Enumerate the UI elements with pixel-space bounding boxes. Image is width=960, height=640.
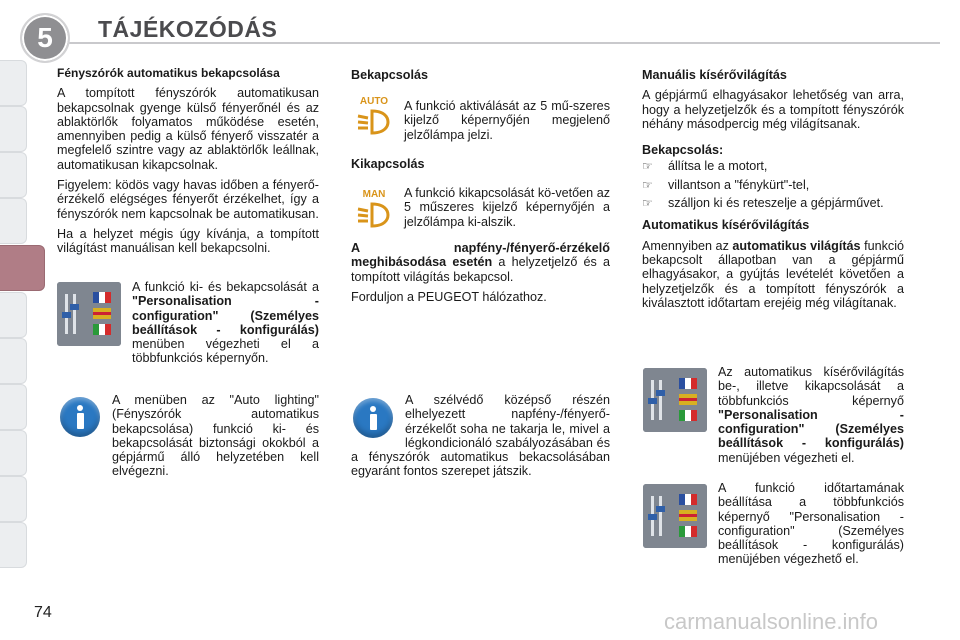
list-item: ☞ villantson a "fénykürt"-tel, <box>642 177 810 192</box>
auto-label: AUTO <box>359 96 389 107</box>
info-note: A menüben az "Auto lighting" (Fényszórók automatikus bekapcsolása) funkció ki- és bekapcsolását biztonsági okokból a gépjármű álló helyzetében kell elvégezni. <box>112 393 319 479</box>
section-heading: Kikapcsolás <box>351 157 425 171</box>
chapter-tab[interactable] <box>0 152 27 198</box>
menu-screen-thumbnail <box>643 368 707 432</box>
left-column <box>57 66 319 262</box>
list-item: ☞ szálljon ki és reteszelje a gépjárművet. <box>642 196 884 211</box>
menu-instruction: Az automatikus kísérővilágítás be-, illetve kikapcsolását a többfunkciós képernyő "Personalisation - configuration" (Személyes beállítások - konfigurálás) menüjében végezheti el. <box>718 365 904 465</box>
chapter-tab[interactable] <box>0 338 27 384</box>
fault-heading: A napfény-/fényerő-érzékelő meghibásodása esetén <box>351 241 610 270</box>
section-heading: Bekapcsolás <box>351 68 429 82</box>
menu-instruction <box>132 280 319 366</box>
pointing-hand-icon: ☞ <box>642 159 653 174</box>
chapter-tab[interactable] <box>0 292 27 338</box>
paragraph: Amennyiben az automatikus világítás funkció bekapcsolt állapotban van a gépjármű elhagyásakor, a gyújtás levételét követően a helyzetjelzők és a tompított fényszórók a kiválasztott időtartam erejéig még világítanak. <box>642 238 905 310</box>
settings-menu-icon <box>57 282 121 346</box>
dealer-note: Forduljon a PEUGEOT hálózathoz. <box>351 289 547 304</box>
chapter-number-badge: 5 <box>20 13 70 63</box>
chapter-tab-active[interactable] <box>0 245 45 291</box>
info-note: A szélvédő középső részén elhelyezett napfény-/fényerő-érzékelőt soha ne takarja le, mivel a légkondicionáló szabályozásában és a fényszórók automatikus bekacsolásában egyaránt fontos szerepet játszik. <box>351 393 610 479</box>
paragraph: A funkció kikapcsolását kö-vetően az 5 műszeres kijelző képernyőjén a jelzőlámpa ki-alszik. <box>404 186 610 229</box>
auto-headlamp-indicator-icon <box>354 97 394 137</box>
menu-name: "Personalisation - configuration" (Személyes beállítások - konfigurálás) <box>132 294 319 337</box>
info-note-middle <box>351 393 610 479</box>
menu-text: A funkció ki- és bekapcsolását a <box>132 280 319 294</box>
pointing-hand-icon: ☞ <box>642 177 653 192</box>
right-column <box>642 68 904 316</box>
chapter-tab[interactable] <box>0 430 27 476</box>
menu-text: menüben végezheti el a többfunkciós képernyőn. <box>132 337 319 366</box>
man-label: MAN <box>362 189 386 200</box>
paragraph: Ha a helyzet mégis úgy kívánja, a tompított világítást manuálisan kell bekapcsolni. <box>57 226 319 256</box>
chapter-tab[interactable] <box>0 106 27 152</box>
manual-headlamp-indicator-icon <box>354 190 394 230</box>
section-heading: Automatikus kísérővilágítás <box>642 218 810 233</box>
settings-menu-icon <box>643 484 707 548</box>
menu-screen-thumbnail <box>643 484 707 548</box>
pointing-hand-icon: ☞ <box>642 196 653 211</box>
paragraph: A tompított fényszórók automatikusan bekapcsolnak gyenge külső fényerőnél és az ablaktörlők folyamatos működése esetén, amennyiben pedig a külső fényerő visszatér a megfelelő szintre vagy az ablaktörlők leállnak, automatikusan kikapcsolnak. <box>57 86 319 172</box>
chapter-tab[interactable] <box>0 476 27 522</box>
menu-instruction: A funkció időtartamának beállítása a többfunkciós képernyő "Personalisation - configuration" (Személyes beállítások - konfigurálás) menüjében végezhető el. <box>718 481 904 567</box>
section-heading: Bekapcsolás: <box>642 143 724 158</box>
list-item: ☞ állítsa le a motort, <box>642 159 768 174</box>
fault-text: a helyzetjelző és a tompított világítás bekapcsol. <box>351 255 610 284</box>
watermark[interactable]: carmanualsonline.info <box>664 609 879 634</box>
menu-screen-thumbnail <box>57 282 121 346</box>
page-title: TÁJÉKOZÓDÁS <box>98 16 278 42</box>
chapter-tab[interactable] <box>0 198 27 244</box>
chapter-tab[interactable] <box>0 384 27 430</box>
chapter-tab[interactable] <box>0 522 27 568</box>
section-heading: Manuális kísérővilágítás <box>642 68 787 82</box>
paragraph: Figyelem: ködös vagy havas időben a fényerő-érzékelő elégséges fényerőt érzékelhet, így a fényszórók nem kapcsolnak be automatikusan. <box>57 178 319 221</box>
middle-body <box>351 241 610 310</box>
settings-menu-icon <box>643 368 707 432</box>
paragraph: A funkció aktiválását az 5 mű-szeres kijelző képernyőjén megjelenő jelzőlámpa jelzi. <box>404 99 610 142</box>
section-heading: Fényszórók automatikus bekapcsolása <box>57 66 280 80</box>
chapter-tab[interactable] <box>0 60 27 106</box>
page-number: 74 <box>34 604 52 621</box>
steps-list <box>642 159 904 210</box>
chapter-tab-strip <box>0 60 30 575</box>
paragraph: A gépjármű elhagyásakor lehetőség van arra, hogy a helyzetjelzők és a tompított fényszórók néhány másodpercig még világítsanak. <box>642 88 904 131</box>
info-icon <box>60 397 100 437</box>
